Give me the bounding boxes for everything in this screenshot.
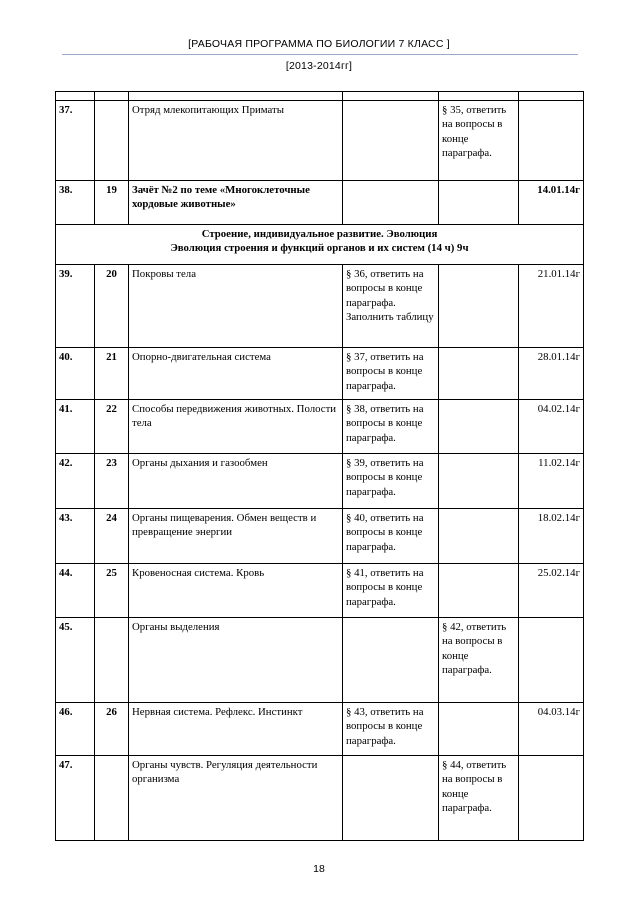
lesson-topic: Способы передвижения животных. Полости тела bbox=[129, 400, 343, 454]
table-row bbox=[56, 265, 584, 348]
lesson-date bbox=[519, 101, 584, 181]
lesson-date bbox=[519, 756, 584, 841]
lesson-topic: Органы чувств. Регуляция деятельности организма bbox=[129, 756, 343, 841]
row-number: 38. bbox=[56, 181, 95, 225]
row-number: 46. bbox=[56, 703, 95, 756]
homework bbox=[343, 181, 439, 225]
lesson-number: 25 bbox=[95, 564, 129, 618]
lesson-date: 18.02.14г bbox=[519, 509, 584, 564]
homework: § 43, ответить на вопросы в конце параграфа. bbox=[343, 703, 439, 756]
homework bbox=[343, 756, 439, 841]
homework: § 38, ответить на вопросы в конце параграфа. bbox=[343, 400, 439, 454]
table-row bbox=[56, 618, 584, 703]
lesson-number bbox=[95, 101, 129, 181]
homework bbox=[343, 101, 439, 181]
row-number: 47. bbox=[56, 756, 95, 841]
lesson-number: 19 bbox=[95, 181, 129, 225]
lesson-number: 26 bbox=[95, 703, 129, 756]
lesson-number bbox=[95, 618, 129, 703]
lesson-date: 04.03.14г bbox=[519, 703, 584, 756]
section-row bbox=[56, 225, 584, 265]
homework: § 40, ответить на вопросы в конце параграфа. bbox=[343, 509, 439, 564]
homework-alt bbox=[439, 454, 519, 509]
page-number: 18 bbox=[313, 863, 325, 875]
section-title: Строение, индивидуальное развитие. Эволюция bbox=[201, 228, 438, 240]
lesson-date: 11.02.14г bbox=[519, 454, 584, 509]
table-row bbox=[56, 181, 584, 225]
row-number: 39. bbox=[56, 265, 95, 348]
lesson-date: 14.01.14г bbox=[519, 181, 584, 225]
header-divider bbox=[62, 54, 578, 55]
row-number: 40. bbox=[56, 348, 95, 400]
table-header-row bbox=[56, 92, 584, 101]
homework-alt: § 42, ответить на вопросы в конце параграфа. bbox=[439, 618, 519, 703]
lesson-topic: Отряд млекопитающих Приматы bbox=[129, 101, 343, 181]
row-number: 42. bbox=[56, 454, 95, 509]
lesson-number: 20 bbox=[95, 265, 129, 348]
lesson-number: 22 bbox=[95, 400, 129, 454]
lesson-topic: Органы выделения bbox=[129, 618, 343, 703]
homework-alt bbox=[439, 348, 519, 400]
lesson-topic: Нервная система. Рефлекс. Инстинкт bbox=[129, 703, 343, 756]
lesson-topic: Опорно-двигательная система bbox=[129, 348, 343, 400]
running-header-years: [2013-2014гг] bbox=[285, 60, 353, 72]
lesson-date: 25.02.14г bbox=[519, 564, 584, 618]
lesson-plan-table bbox=[55, 91, 584, 841]
running-header-title: [РАБОЧАЯ ПРОГРАММА ПО БИОЛОГИИ 7 КЛАСС ] bbox=[188, 38, 450, 50]
lesson-topic: Органы дыхания и газообмен bbox=[129, 454, 343, 509]
row-number: 43. bbox=[56, 509, 95, 564]
homework: § 41, ответить на вопросы в конце параграфа. bbox=[343, 564, 439, 618]
homework: § 39, ответить на вопросы в конце параграфа. bbox=[343, 454, 439, 509]
lesson-topic: Кровеносная система. Кровь bbox=[129, 564, 343, 618]
homework-alt bbox=[439, 564, 519, 618]
lesson-date: 04.02.14г bbox=[519, 400, 584, 454]
row-number: 41. bbox=[56, 400, 95, 454]
homework: § 36, ответить на вопросы в конце параграфа. Заполнить таблицу bbox=[343, 265, 439, 348]
table-row bbox=[56, 348, 584, 400]
homework-alt bbox=[439, 509, 519, 564]
lesson-topic: Покровы тела bbox=[129, 265, 343, 348]
homework-alt bbox=[439, 181, 519, 225]
row-number: 37. bbox=[56, 101, 95, 181]
table-row bbox=[56, 509, 584, 564]
homework-alt bbox=[439, 400, 519, 454]
table-row bbox=[56, 454, 584, 509]
table-row bbox=[56, 101, 584, 181]
row-number: 45. bbox=[56, 618, 95, 703]
lesson-topic: Органы пищеварения. Обмен веществ и превращение энергии bbox=[129, 509, 343, 564]
homework bbox=[343, 618, 439, 703]
lesson-number: 23 bbox=[95, 454, 129, 509]
homework-alt bbox=[439, 703, 519, 756]
homework-alt: § 35, ответить на вопросы в конце параграфа. bbox=[439, 101, 519, 181]
lesson-number: 24 bbox=[95, 509, 129, 564]
lesson-date: 28.01.14г bbox=[519, 348, 584, 400]
lesson-topic: Зачёт №2 по теме «Многоклеточные хордовые животные» bbox=[129, 181, 343, 225]
section-subtitle: Эволюция строения и функций органов и их систем (14 ч) 9ч bbox=[170, 242, 469, 255]
homework-alt: § 44, ответить на вопросы в конце параграфа. bbox=[439, 756, 519, 841]
homework: § 37, ответить на вопросы в конце параграфа. bbox=[343, 348, 439, 400]
table-row bbox=[56, 756, 584, 841]
row-number: 44. bbox=[56, 564, 95, 618]
lesson-date bbox=[519, 618, 584, 703]
homework-alt bbox=[439, 265, 519, 348]
lesson-number bbox=[95, 756, 129, 841]
table-row bbox=[56, 564, 584, 618]
lesson-number: 21 bbox=[95, 348, 129, 400]
table-row bbox=[56, 400, 584, 454]
lesson-date: 21.01.14г bbox=[519, 265, 584, 348]
table-row bbox=[56, 703, 584, 756]
section-heading bbox=[56, 225, 584, 265]
